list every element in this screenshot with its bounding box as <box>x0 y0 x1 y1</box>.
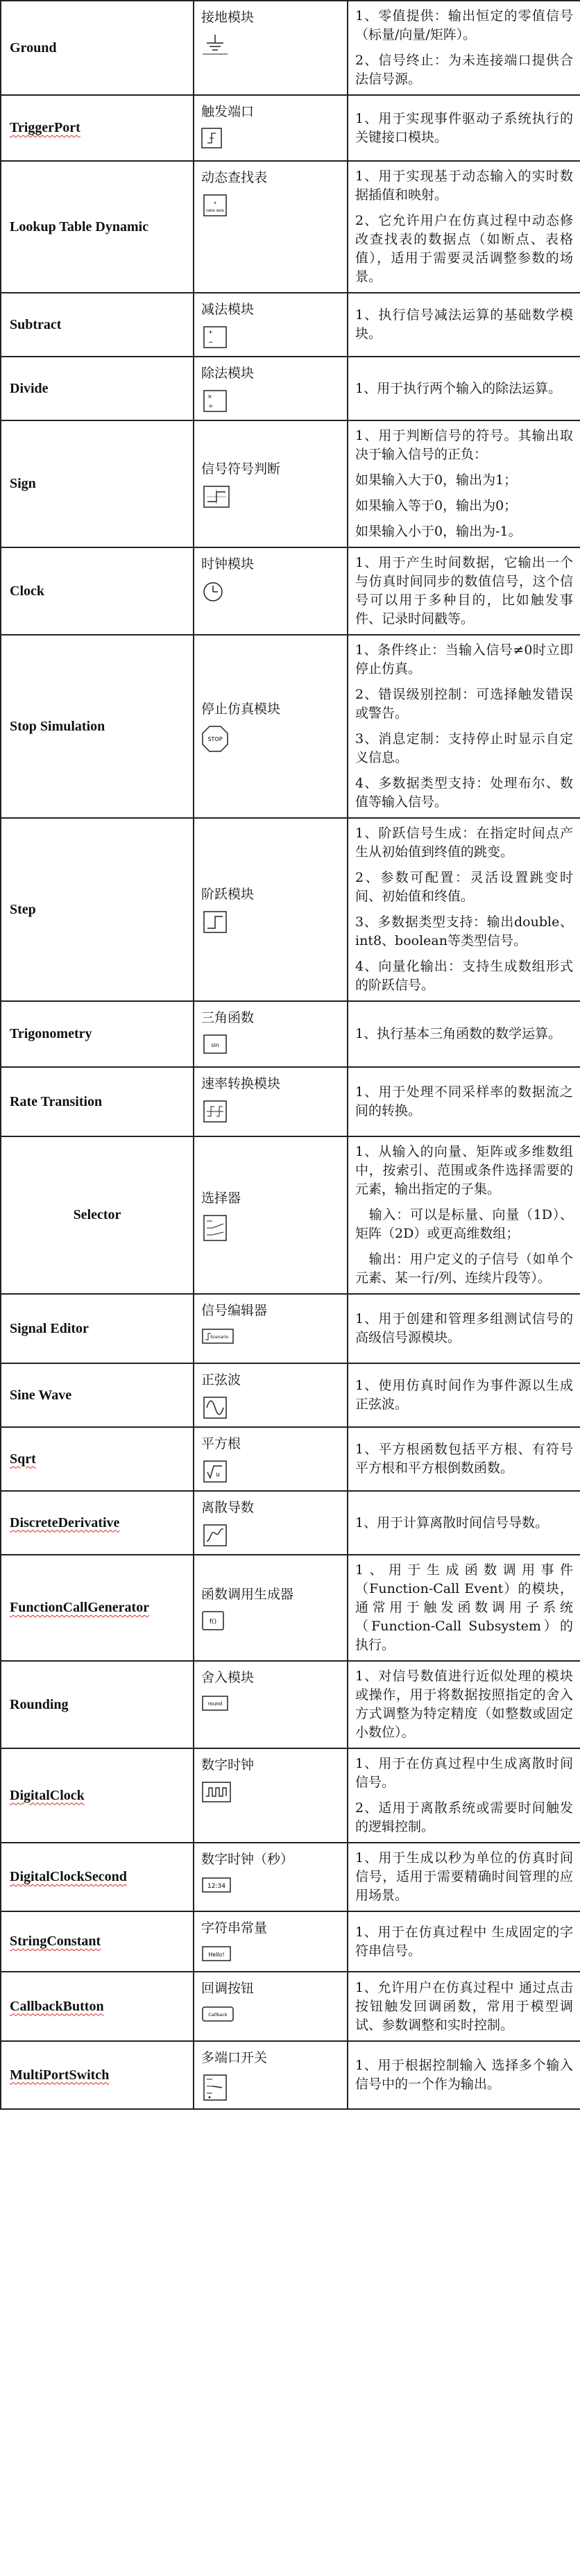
block-visual-cell <box>194 1067 348 1136</box>
block-description-cell <box>348 1661 580 1748</box>
clock-icon <box>201 580 340 606</box>
svg-text:Hello!: Hello! <box>208 1952 225 1958</box>
table-row <box>1 1363 580 1427</box>
description-paragraph: 输入：可以是标量、向量（1D）、矩阵（2D）或更高维数组； <box>355 1207 573 1241</box>
block-chinese-name: 数字时钟 <box>201 1757 255 1773</box>
block-chinese-name: 信号编辑器 <box>201 1303 268 1318</box>
discrete-derivative-icon <box>201 1524 340 1550</box>
svg-text:Callback: Callback <box>208 2012 228 2018</box>
block-name-cell <box>1 1427 194 1491</box>
block-chinese-name: 动态查找表 <box>201 170 268 185</box>
table-row <box>1 1972 580 2041</box>
block-visual-cell <box>194 2041 348 2109</box>
block-name: Subtract <box>10 316 62 332</box>
block-visual-cell <box>194 1136 348 1294</box>
block-visual-cell <box>194 1748 348 1843</box>
block-chinese-name: 离散导数 <box>201 1500 255 1515</box>
block-chinese-name: 除法模块 <box>201 366 255 381</box>
block-visual-cell <box>194 1661 348 1748</box>
block-chinese-name: 平方根 <box>201 1436 241 1451</box>
block-visual-cell <box>194 1491 348 1555</box>
table-row <box>1 1555 580 1661</box>
block-chinese-name: 停止仿真模块 <box>201 701 281 717</box>
description-paragraph: 如果输入大于0，输出为1； <box>355 472 518 488</box>
description-paragraph: 4、向量化输出：支持生成数组形式的阶跃信号。 <box>355 959 573 993</box>
description-paragraph: 如果输入小于0，输出为-1。 <box>355 524 522 539</box>
block-description-cell <box>348 1 580 95</box>
description-paragraph: 1、用于生成以秒为单位的仿真时间信号，适用于需要精确时间管理的应用场景。 <box>355 1850 573 1903</box>
svg-text:÷: ÷ <box>208 403 214 410</box>
block-name-cell <box>1 1001 194 1067</box>
svg-text:+: + <box>208 329 213 335</box>
ground-icon <box>201 33 340 60</box>
svg-text:round: round <box>207 1701 223 1707</box>
block-name: Lookup Table Dynamic <box>10 219 149 234</box>
table-row <box>1 1136 580 1294</box>
description-paragraph: 1、用于生成函数调用事件（Function-Call Event）的模块，通常用于触发函数调用子系统（Function-Call Subsystem）的执行。 <box>355 1562 573 1653</box>
block-chinese-name: 减法模块 <box>201 302 255 317</box>
description-paragraph: 3、消息定制：支持停止时显示自定义信息。 <box>355 731 573 765</box>
description-paragraph: 如果输入等于0，输出为0； <box>355 498 518 513</box>
description-paragraph: 1、用于实现事件驱动子系统执行的关键接口模块。 <box>355 110 573 145</box>
block-visual-cell <box>194 547 348 635</box>
block-visual-cell <box>194 635 348 818</box>
description-paragraph: 2、它允许用户在仿真过程中动态修改查找表的数据点（如断点、表格值），适用于需要灵活调整参数的场景。 <box>355 213 573 284</box>
table-row <box>1 293 580 357</box>
sqrt-icon <box>201 1460 340 1486</box>
block-description-cell <box>348 547 580 635</box>
description-paragraph: 1、条件终止：当输入信号≠0时立即停止仿真。 <box>355 642 573 676</box>
table-row <box>1 95 580 161</box>
block-name-cell <box>1 1911 194 1972</box>
stop-icon <box>201 725 340 756</box>
block-name: Signal Editor <box>10 1320 89 1336</box>
function-call-icon <box>201 1610 340 1634</box>
block-name: Clock <box>10 583 44 599</box>
block-chinese-name: 时钟模块 <box>201 556 255 572</box>
block-name: Sign <box>10 476 36 491</box>
block-name: Sqrt <box>10 1451 36 1467</box>
block-description-cell <box>348 2041 580 2109</box>
block-name-cell <box>1 1136 194 1294</box>
lookup-table-dynamic-icon <box>201 194 340 220</box>
block-description-cell <box>348 1427 580 1491</box>
step-icon <box>201 910 340 937</box>
table-row <box>1 1067 580 1136</box>
block-name-cell <box>1 420 194 547</box>
svg-text:−: − <box>208 339 214 346</box>
block-chinese-name: 字符串常量 <box>201 1920 268 1936</box>
trigger-icon <box>201 128 340 151</box>
description-paragraph: 输出：用户定义的子信号（如单个元素、某一行/列、连续片段等）。 <box>355 1252 573 1286</box>
description-paragraph: 1、零值提供：输出恒定的零值信号（标量/向量/矩阵）。 <box>355 8 573 42</box>
table-row <box>1 1294 580 1363</box>
block-visual-cell <box>194 1001 348 1067</box>
block-name: Stop Simulation <box>10 718 105 734</box>
block-chinese-name: 速率转换模块 <box>201 1076 281 1091</box>
rate-transition-icon <box>201 1100 340 1126</box>
block-description-cell <box>348 1843 580 1911</box>
block-chinese-name: 正弦波 <box>201 1372 241 1388</box>
block-visual-cell <box>194 161 348 293</box>
block-name-cell <box>1 95 194 161</box>
description-paragraph: 1、用于判断信号的符号。其输出取决于输入信号的正负： <box>355 428 573 462</box>
block-description-cell <box>348 1555 580 1661</box>
svg-text:STOP: STOP <box>207 736 223 742</box>
table-row <box>1 2041 580 2109</box>
block-name-cell <box>1 1843 194 1911</box>
description-paragraph: 1、从输入的向量、矩阵或多维数组中，按索引、范围或条件选择需要的元素，输出指定的子集。 <box>355 1144 573 1197</box>
description-paragraph: 1、用于在仿真过程中 生成固定的字符串信号。 <box>355 1924 573 1959</box>
block-description-cell <box>348 635 580 818</box>
digital-clock-icon <box>201 1781 340 1806</box>
svg-text:Scenario: Scenario <box>210 1335 229 1340</box>
table-row <box>1 1427 580 1491</box>
description-paragraph: 1、用于处理不同采样率的数据流之间的转换。 <box>355 1084 573 1118</box>
description-paragraph: 1、用于在仿真过程中生成离散时间信号。 <box>355 1756 573 1790</box>
selector-icon <box>201 1214 340 1245</box>
block-chinese-name: 接地模块 <box>201 10 255 25</box>
table-row <box>1 818 580 1001</box>
block-name: TriggerPort <box>10 120 80 135</box>
block-visual-cell <box>194 1363 348 1427</box>
block-visual-cell <box>194 1427 348 1491</box>
block-chinese-name: 触发端口 <box>201 104 255 119</box>
block-name-cell <box>1 1972 194 2041</box>
sign-icon <box>201 485 340 511</box>
block-name-cell <box>1 293 194 357</box>
block-description-cell <box>348 1136 580 1294</box>
table-row <box>1 547 580 635</box>
block-visual-cell <box>194 1972 348 2041</box>
description-paragraph: 1、用于根据控制输入 选择多个输入信号中的一个作为输出。 <box>355 2058 573 2092</box>
block-name-cell <box>1 1 194 95</box>
table-row <box>1 1911 580 1972</box>
block-description-cell <box>348 1491 580 1555</box>
signal-editor-icon <box>201 1327 340 1349</box>
block-name-cell <box>1 1294 194 1363</box>
block-name: StringConstant <box>10 1934 101 1949</box>
sine-wave-icon <box>201 1396 340 1422</box>
block-name: FunctionCallGenerator <box>10 1600 150 1615</box>
block-chinese-name: 三角函数 <box>201 1010 255 1025</box>
block-name: DigitalClock <box>10 1787 85 1803</box>
block-description-cell <box>348 1911 580 1972</box>
block-visual-cell <box>194 818 348 1001</box>
block-description-cell <box>348 95 580 161</box>
block-chinese-name: 阶跃模块 <box>201 887 255 902</box>
block-name-cell <box>1 1555 194 1661</box>
block-name: Rate Transition <box>10 1093 103 1109</box>
description-paragraph: 1、执行基本三角函数的数学运算。 <box>355 1026 562 1041</box>
block-name: DiscreteDerivative <box>10 1515 120 1530</box>
block-chinese-name: 多端口开关 <box>201 2050 268 2065</box>
description-paragraph: 2、错误级别控制：可选择触发错误或警告。 <box>355 687 573 721</box>
description-paragraph: 1、用于实现基于动态输入的实时数据插值和映射。 <box>355 169 573 203</box>
table-row <box>1 1491 580 1555</box>
block-chinese-name: 信号符号判断 <box>201 461 281 477</box>
block-chinese-name: 回调按钮 <box>201 1981 255 1996</box>
block-name-cell <box>1 357 194 420</box>
svg-text:12:34: 12:34 <box>207 1883 225 1890</box>
block-name: Sine Wave <box>10 1387 72 1403</box>
description-paragraph: 1、允许用户在仿真过程中 通过点击按钮触发回调函数，常用于模型调试、参数调整和实时控制。 <box>355 1979 573 2033</box>
block-visual-cell <box>194 1843 348 1911</box>
block-name-cell <box>1 1067 194 1136</box>
block-description-cell <box>348 161 580 293</box>
block-chinese-name: 舍入模块 <box>201 1670 255 1685</box>
block-visual-cell <box>194 1555 348 1661</box>
block-name: Selector <box>73 1207 121 1222</box>
description-paragraph: 3、多数据类型支持：输出double、int8、boolean等类型信号。 <box>355 914 573 948</box>
block-description-cell <box>348 1067 580 1136</box>
block-name-cell <box>1 1748 194 1843</box>
block-description-cell <box>348 818 580 1001</box>
block-name-cell <box>1 635 194 818</box>
table-row <box>1 1661 580 1748</box>
description-paragraph: 1、阶跃信号生成：在指定时间点产生从初始值到终值的跳变。 <box>355 826 573 860</box>
divide-icon <box>201 389 340 416</box>
description-paragraph: 2、参数可配置：灵活设置跳变时间、初始值和终值。 <box>355 870 573 904</box>
block-visual-cell <box>194 420 348 547</box>
block-description-cell <box>348 293 580 357</box>
table-row <box>1 161 580 293</box>
description-paragraph: 2、适用于离散系统或需要时间触发的逻辑控制。 <box>355 1800 573 1834</box>
block-name: Rounding <box>10 1696 69 1712</box>
block-visual-cell <box>194 1 348 95</box>
description-paragraph: 1、平方根函数包括平方根、有符号平方根和平方根倒数函数。 <box>355 1442 573 1476</box>
svg-text:sin: sin <box>211 1042 219 1048</box>
block-chinese-name: 数字时钟（秒） <box>201 1852 294 1867</box>
description-paragraph: 1、对信号数值进行近似处理的模块或操作，用于将数据按照指定的舍入方式调整为特定精度（如整数或固定小数位）。 <box>355 1669 573 1740</box>
table-row <box>1 420 580 547</box>
block-description-cell <box>348 1972 580 2041</box>
block-name-cell <box>1 161 194 293</box>
table-row <box>1 1748 580 1843</box>
block-description-cell <box>348 1294 580 1363</box>
description-paragraph: 1、使用仿真时间作为事件源以生成正弦波。 <box>355 1378 573 1412</box>
block-name-cell <box>1 1363 194 1427</box>
subtract-icon <box>201 325 340 352</box>
digital-clock-second-icon <box>201 1875 340 1897</box>
svg-text:table data: table data <box>206 209 224 213</box>
block-description-cell <box>348 1363 580 1427</box>
description-paragraph: 4、多数据类型支持：处理布尔、数值等输入信号。 <box>355 776 573 810</box>
block-description-cell <box>348 1748 580 1843</box>
description-paragraph: 1、执行信号减法运算的基础数学模块。 <box>355 307 573 341</box>
multiport-switch-icon <box>201 2074 340 2104</box>
table-row <box>1 1001 580 1067</box>
block-visual-cell <box>194 357 348 420</box>
description-paragraph: 2、信号终止：为未连接端口提供合法信号源。 <box>355 53 573 87</box>
block-name: Step <box>10 901 36 917</box>
block-name: Divide <box>10 380 49 396</box>
block-description-cell <box>348 420 580 547</box>
description-paragraph: 1、用于执行两个输入的除法运算。 <box>355 380 562 396</box>
block-visual-cell <box>194 293 348 357</box>
svg-text:u: u <box>216 1472 220 1478</box>
block-name: DigitalClockSecond <box>10 1869 127 1884</box>
block-description-cell <box>348 357 580 420</box>
block-name: Trigonometry <box>10 1026 92 1041</box>
table-row <box>1 1843 580 1911</box>
block-visual-cell <box>194 1294 348 1363</box>
block-name: MultiPortSwitch <box>10 2067 110 2083</box>
trigonometry-icon <box>201 1034 340 1057</box>
table-row <box>1 1 580 95</box>
table-row <box>1 635 580 818</box>
string-constant-icon <box>201 1944 340 1966</box>
block-name-cell <box>1 2041 194 2109</box>
block-visual-cell <box>194 1911 348 1972</box>
block-description-cell <box>348 1001 580 1067</box>
block-name: Ground <box>10 40 57 56</box>
rounding-icon <box>201 1694 340 1716</box>
table-row <box>1 357 580 420</box>
callback-button-icon <box>201 2004 340 2027</box>
block-name: CallbackButton <box>10 1998 104 2014</box>
description-paragraph: 1、用于创建和管理多组测试信号的高级信号源模块。 <box>355 1311 573 1345</box>
svg-text:x: x <box>214 201 216 205</box>
block-name-cell <box>1 1661 194 1748</box>
block-chinese-name: 函数调用生成器 <box>201 1586 294 1602</box>
block-name-cell <box>1 1491 194 1555</box>
block-name-cell <box>1 818 194 1001</box>
block-visual-cell <box>194 95 348 161</box>
block-chinese-name: 选择器 <box>201 1190 241 1206</box>
description-paragraph: 1、用于计算离散时间信号导数。 <box>355 1515 549 1530</box>
block-name-cell <box>1 547 194 635</box>
description-paragraph: 1、用于产生时间数据，它输出一个与仿真时间同步的数值信号，这个信号可以用于多种目的，比如触发事件、记录时间戳等。 <box>355 555 573 626</box>
svg-text:×: × <box>207 393 212 400</box>
svg-text:f(): f() <box>209 1618 217 1626</box>
